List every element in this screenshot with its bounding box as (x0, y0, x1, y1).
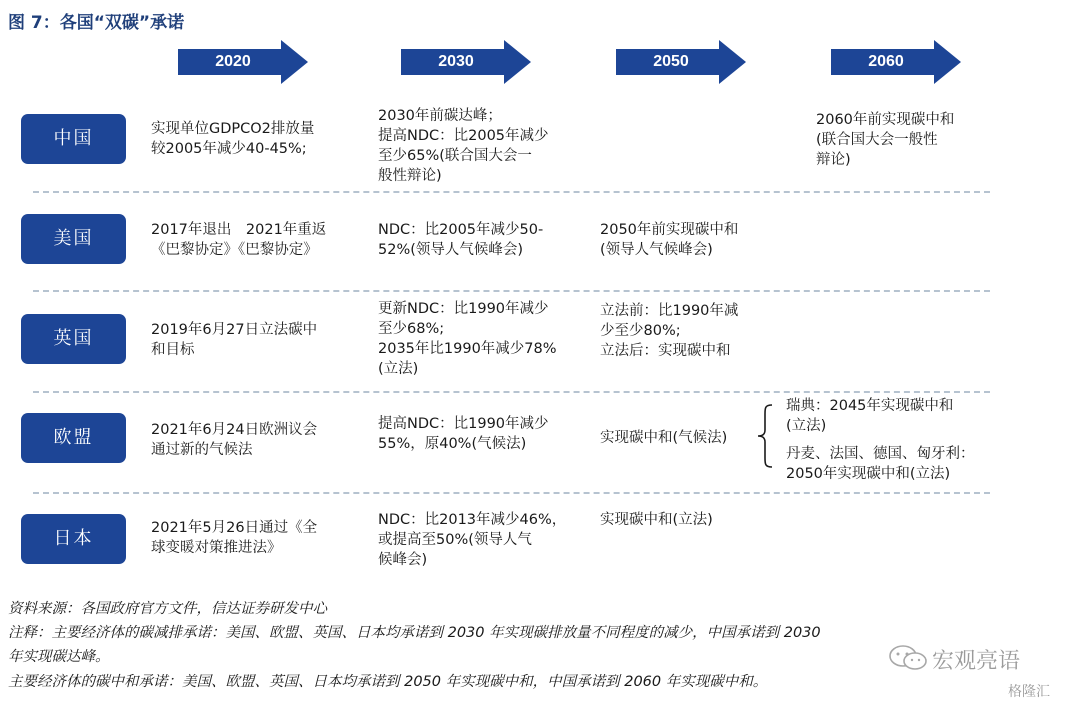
note-emission-reduction: 注释：主要经济体的碳减排承诺：美国、欧盟、英国、日本均承诺到 2030 年实现碳排放量不同程度的减少，中国承诺到 2030 (8, 625, 821, 641)
japan-2030-commitment: NDC：比2013年减少46%， 或提高至50%(领导人气 候峰会) (378, 512, 567, 568)
year-arrow-2050 (616, 40, 746, 84)
usa-2050-commitment: 2050年前实现碳中和 (领导人气候峰会) (600, 222, 739, 258)
usa-2020-commitment: 2017年退出 2021年重返 《巴黎协定》《巴黎协定》 (151, 222, 327, 258)
row-separator (33, 290, 990, 292)
watermark-subtext: 格隆汇 (1008, 684, 1050, 700)
year-label: 2030 (438, 53, 474, 70)
year-arrow-2030 (401, 40, 531, 84)
uk-2030-commitment: 更新NDC：比1990年减少 至少68%; 2035年比1990年减少78% (立法) (378, 301, 557, 377)
row-separator (33, 492, 990, 494)
year-arrow-2020 (178, 40, 308, 84)
row-separator (33, 391, 990, 393)
country-badge-japan: 日本 (21, 514, 126, 564)
year-arrow-2060 (831, 40, 961, 84)
uk-2020-commitment: 2019年6月27日立法碳中 和目标 (151, 322, 318, 358)
country-badge-china: 中国 (21, 114, 126, 164)
china-2020-commitment: 实现单位GDPCO2排放量 较2005年减少40-45%; (151, 121, 315, 157)
country-badge-uk: 英国 (21, 314, 126, 364)
row-separator (33, 191, 990, 193)
country-badge-eu: 欧盟 (21, 413, 126, 463)
china-2030-commitment: 2030年前碳达峰； 提高NDC：比2005年减少 至少65%(联合国大会一 般性辩论) (378, 108, 549, 184)
eu-member-sweden: 瑞典：2045年实现碳中和 (立法) (786, 398, 954, 434)
note-emission-reduction-cont: 年实现碳达峰。 (8, 649, 110, 665)
year-label: 2020 (215, 53, 251, 70)
curly-brace-icon (757, 404, 773, 468)
china-2060-commitment: 2060年前实现碳中和 (联合国大会一般性 辩论) (816, 112, 955, 168)
uk-2050-commitment: 立法前：比1990年减 少至少80%; 立法后：实现碳中和 (600, 303, 739, 359)
eu-2030-commitment: 提高NDC：比1990年减少 55%，原40%(气候法) (378, 416, 549, 452)
watermark-text: 宏观亮语 (932, 649, 1021, 674)
eu-2050-commitment: 实现碳中和(气候法) (600, 430, 728, 446)
usa-2030-commitment: NDC：比2005年减少50- 52%(领导人气候峰会) (378, 222, 544, 258)
note-carbon-neutrality: 主要经济体的碳中和承诺：美国、欧盟、英国、日本均承诺到 2050 年实现碳中和，中国承诺到 2060 年实现碳中和。 (8, 674, 768, 690)
wechat-icon (888, 645, 928, 671)
source-note: 资料来源：各国政府官方文件，信达证券研发中心 (8, 601, 327, 617)
eu-2020-commitment: 2021年6月24日欧洲议会 通过新的气候法 (151, 422, 318, 458)
eu-member-others: 丹麦、法国、德国、匈牙利： 2050年实现碳中和(立法) (786, 446, 975, 482)
year-label: 2050 (653, 53, 689, 70)
year-label: 2060 (868, 53, 904, 70)
country-badge-usa: 美国 (21, 214, 126, 264)
figure-title: 图 7：各国“双碳”承诺 (8, 13, 185, 33)
japan-2020-commitment: 2021年5月26日通过《全 球变暖对策推进法》 (151, 520, 318, 556)
japan-2050-commitment: 实现碳中和(立法) (600, 512, 713, 528)
